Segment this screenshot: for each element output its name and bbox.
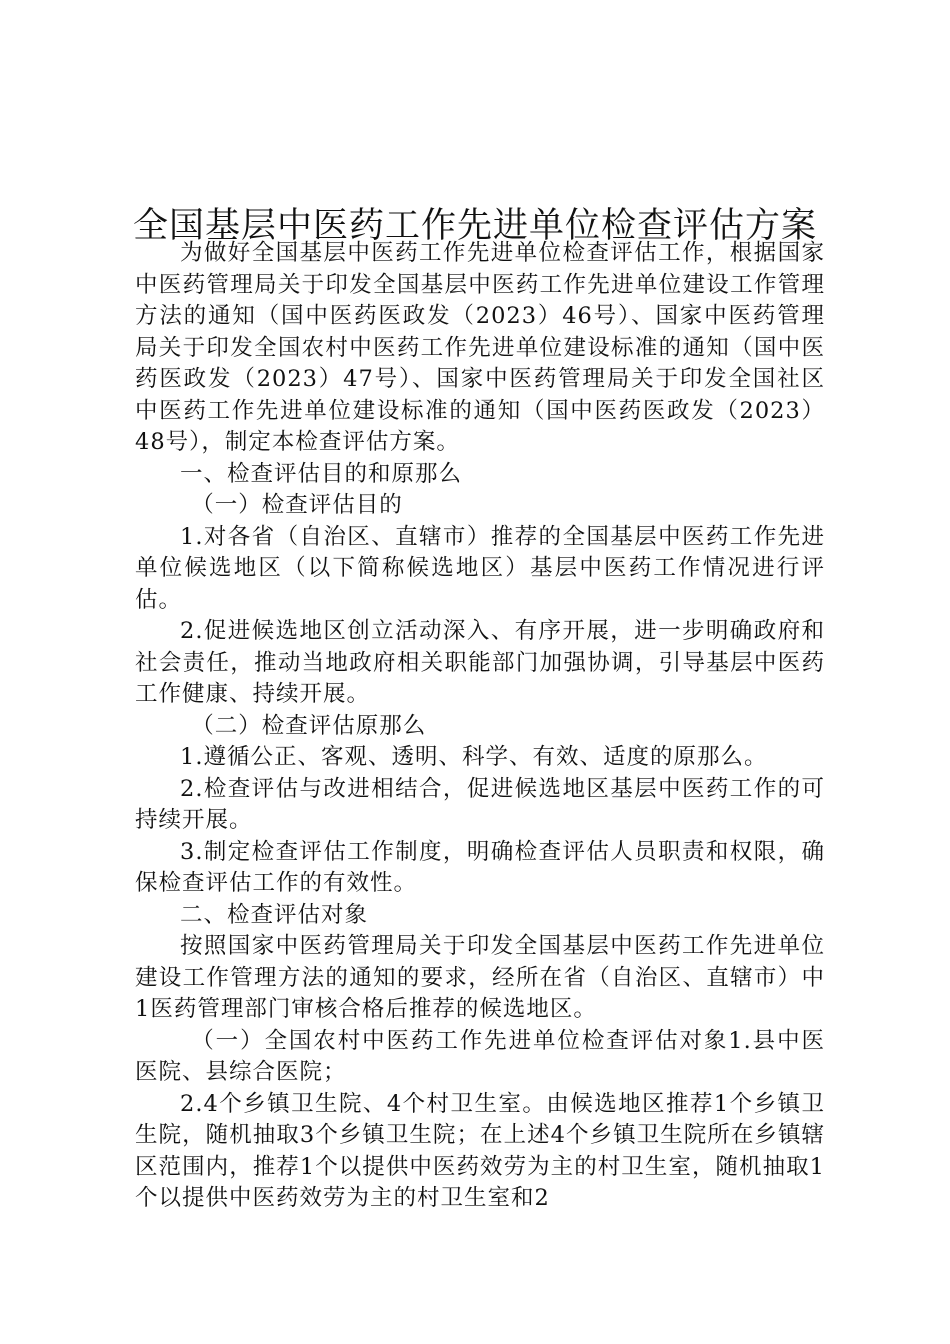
list-item: 1.遵循公正、客观、透明、科学、有效、适度的原那么。 xyxy=(180,744,768,770)
body-paragraph: 按照国家中医药管理局关于印发全国基层中医药工作先进单位建设工作管理方法的通知的要求，经所在省（自治区、直辖市）中1医药管理部门审核合格后推荐的候选地区。 xyxy=(135,933,825,1022)
list-item: 2.检查评估与改进相结合，促进候选地区基层中医药工作的可持续开展。 xyxy=(135,775,825,833)
subsection-heading-1-2: （二）检查评估原那么 xyxy=(191,712,427,739)
document-body xyxy=(135,238,825,1215)
list-item: 2.促进候选地区创立活动深入、有序开展，进一步明确政府和社会责任，推动当地政府相关职能部门加强协调，引导基层中医药工作健康、持续开展。 xyxy=(135,618,825,707)
subsection-heading-1-1: （一）检查评估目的 xyxy=(191,492,403,518)
list-item: 1.对各省（自治区、直辖市）推荐的全国基层中医药工作先进单位候选地区（以下简称候选地区）基层中医药工作情况进行评估。 xyxy=(135,523,825,613)
section-heading-1: 一、检查评估目的和原那么 xyxy=(180,460,463,487)
document-title: 全国基层中医药工作先进单位检查评估方案 xyxy=(132,206,817,247)
intro-paragraph: 为做好全国基层中医药工作先进单位检查评估工作，根据国家中医药管理局关于印发全国基层中医药工作先进单位建设工作管理方法的通知（国中医药医政发（2023）46号）、国家中医药管理局关于印发全国农村中医药工作先进单位建设标准的通知（国中医药医政发（2023）47号）、国家中医药管理局关于印发全国社区中医药工作先进单位建设标准的通知（国中医药医政发（2023）48号），制定本检查评估方案。 xyxy=(135,240,825,455)
list-item: 2.4个乡镇卫生院、4个村卫生室。由候选地区推荐1个乡镇卫生院，随机抽取3个乡镇卫生院；在上述4个乡镇卫生院所在乡镇辖区范围内，推荐1个以提供中医药效劳为主的村卫生室，随机抽取1个以提供中医药效劳为主的村卫生室和2 xyxy=(135,1090,825,1211)
section-heading-2: 二、检查评估对象 xyxy=(180,901,369,928)
list-item: 3.制定检查评估工作制度，明确检查评估人员职责和权限，确保检查评估工作的有效性。 xyxy=(135,838,825,896)
subsection-heading-2-1: （一）全国农村中医药工作先进单位检查评估对象1.县中医医院、县综合医院； xyxy=(135,1027,825,1085)
